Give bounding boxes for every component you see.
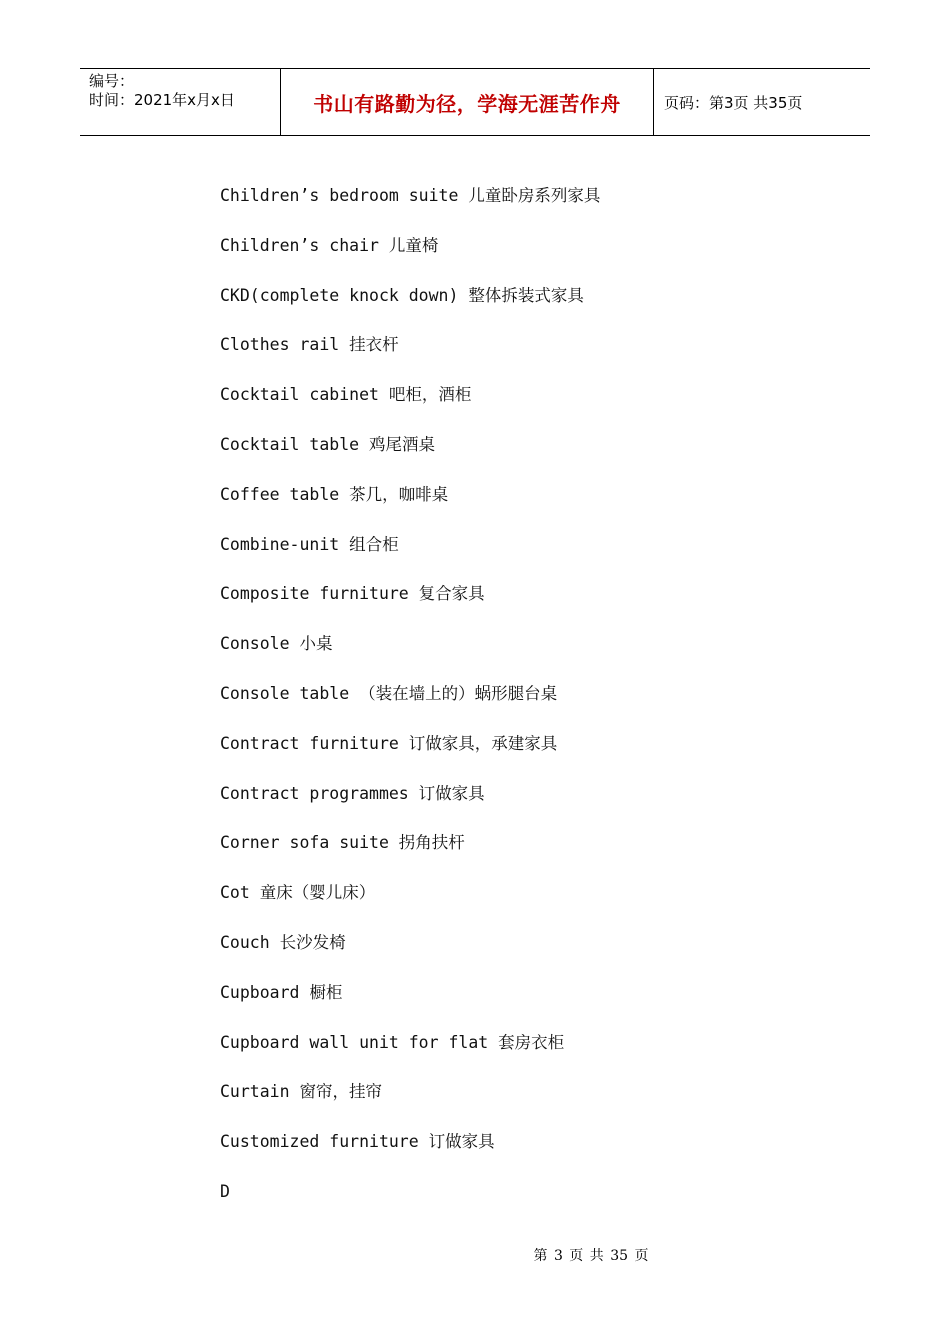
- glossary-entry: CKD(complete knock down) 整体拆装式家具: [220, 285, 584, 305]
- section-letter: D: [220, 1181, 230, 1201]
- serial-label: 编号：: [89, 72, 135, 90]
- glossary-entry: Contract furniture 订做家具，承建家具: [220, 733, 558, 753]
- glossary-entry: Corner sofa suite 拐角扶杆: [220, 833, 465, 853]
- glossary-entry: Console table （装在墙上的）蜗形腿台桌: [220, 683, 558, 703]
- glossary-entry: Cocktail table 鸡尾酒桌: [220, 434, 436, 454]
- glossary-entry: Cot 童床（婴儿床）: [220, 883, 376, 903]
- header-meta: [80, 69, 281, 135]
- glossary-entry: Cocktail cabinet 吧柜，酒柜: [220, 385, 472, 405]
- glossary-entry: Couch 长沙发椅: [220, 932, 346, 952]
- header-motto: 书山有路勤为径，学海无涯苦作舟: [281, 69, 654, 135]
- page-footer: [0, 1245, 950, 1265]
- glossary-entry: Children’s chair 儿童椅: [220, 235, 439, 255]
- glossary-entry: Curtain 窗帘，挂帘: [220, 1082, 382, 1102]
- glossary-entry: Console 小桌: [220, 634, 333, 654]
- glossary-list: [220, 182, 860, 1228]
- header-page-info: 页码：第3页 共35页: [664, 93, 803, 112]
- glossary-entry: Cupboard 橱柜: [220, 982, 343, 1002]
- glossary-entry: Children’s bedroom suite 儿童卧房系列家具: [220, 186, 601, 205]
- glossary-entry: Contract programmes 订做家具: [220, 783, 485, 803]
- footer-page-number: 第 3 页 共 35 页: [533, 1248, 649, 1264]
- glossary-entry: Coffee table 茶几，咖啡桌: [220, 484, 449, 504]
- page-header: [80, 68, 870, 136]
- time-label: 时间：2021年x月x日: [89, 91, 235, 109]
- glossary-entry: Cupboard wall unit for flat 套房衣柜: [220, 1032, 565, 1052]
- glossary-entry: Clothes rail 挂衣杆: [220, 335, 399, 355]
- glossary-entry: Composite furniture 复合家具: [220, 584, 485, 604]
- glossary-entry: Customized furniture 订做家具: [220, 1132, 495, 1152]
- glossary-entry: Combine-unit 组合柜: [220, 534, 399, 554]
